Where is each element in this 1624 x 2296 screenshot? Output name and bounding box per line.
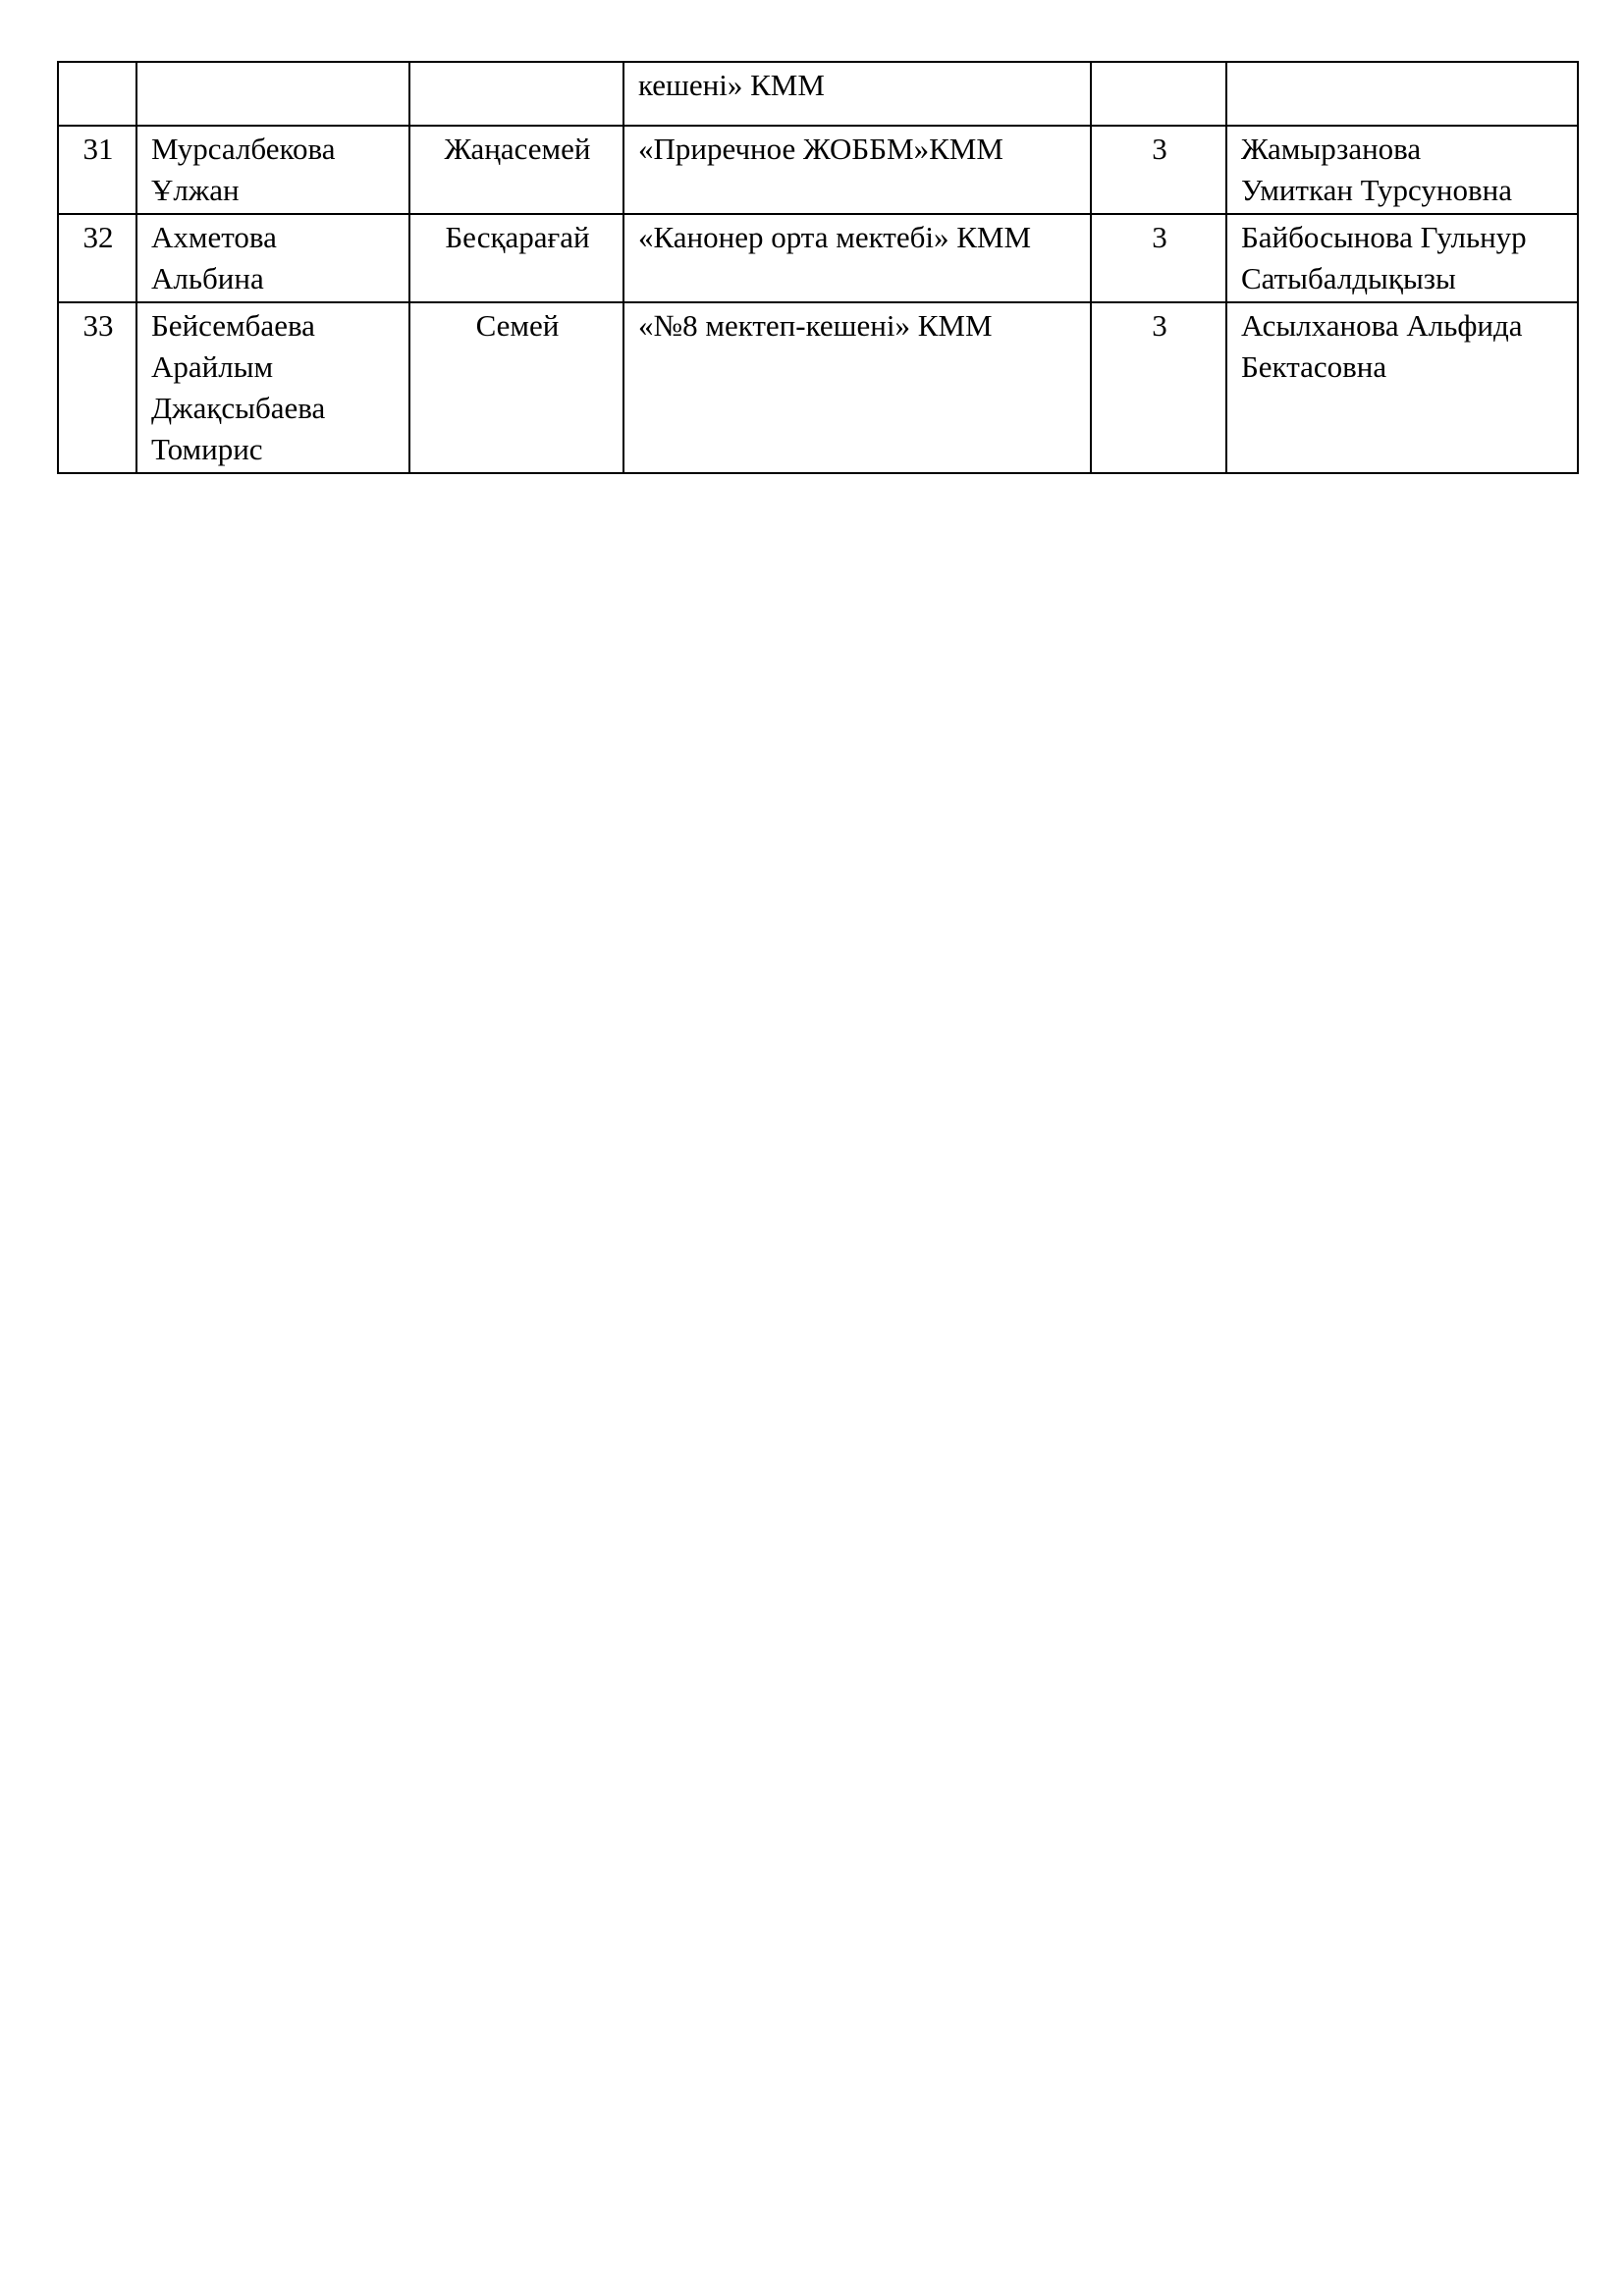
teacher-name-line: Умиткан Турсуновна bbox=[1241, 173, 1512, 207]
teacher-name-line: Сатыбалдықызы bbox=[1241, 261, 1456, 295]
grade-cell: 3 bbox=[1091, 214, 1226, 302]
student-name-line: Джақсыбаева bbox=[151, 391, 326, 425]
table-row bbox=[58, 62, 1578, 126]
student-name-line: Бейсембаева bbox=[151, 308, 315, 343]
school-cell: «№8 мектеп-кешені» КММ bbox=[623, 302, 1091, 473]
student-name bbox=[136, 62, 409, 126]
region-cell bbox=[409, 62, 623, 126]
student-name bbox=[136, 302, 409, 473]
region-cell: Жаңасемей bbox=[409, 126, 623, 214]
table-row bbox=[58, 302, 1578, 473]
student-name-line: Томирис bbox=[151, 432, 263, 466]
participants-table bbox=[57, 61, 1579, 474]
teacher-name-line: Асылханова Альфида bbox=[1241, 308, 1523, 343]
teacher-name bbox=[1226, 62, 1578, 126]
student-name bbox=[136, 214, 409, 302]
table-row bbox=[58, 126, 1578, 214]
teacher-name-line: Бектасовна bbox=[1241, 349, 1387, 384]
teacher-name-line: Жамырзанова bbox=[1241, 132, 1422, 166]
row-number: 31 bbox=[58, 126, 136, 214]
region-cell: Бесқарағай bbox=[409, 214, 623, 302]
student-name-line: Ахметова bbox=[151, 220, 277, 254]
row-number bbox=[58, 62, 136, 126]
teacher-name-line: Байбосынова Гульнур bbox=[1241, 220, 1527, 254]
student-name-line: Ұлжан bbox=[151, 173, 240, 207]
teacher-name bbox=[1226, 214, 1578, 302]
school-cell: кешені» КММ bbox=[623, 62, 1091, 126]
teacher-name bbox=[1226, 302, 1578, 473]
row-number: 32 bbox=[58, 214, 136, 302]
student-name-line: Альбина bbox=[151, 261, 264, 295]
teacher-name bbox=[1226, 126, 1578, 214]
grade-cell: 3 bbox=[1091, 302, 1226, 473]
school-cell: «Канонер орта мектебі» КММ bbox=[623, 214, 1091, 302]
student-name-line: Мурсалбекова bbox=[151, 132, 336, 166]
table-row bbox=[58, 214, 1578, 302]
grade-cell bbox=[1091, 62, 1226, 126]
student-name-line: Арайлым bbox=[151, 349, 274, 384]
region-cell: Семей bbox=[409, 302, 623, 473]
student-name bbox=[136, 126, 409, 214]
grade-cell: 3 bbox=[1091, 126, 1226, 214]
row-number: 33 bbox=[58, 302, 136, 473]
school-cell: «Приречное ЖОББМ»КММ bbox=[623, 126, 1091, 214]
